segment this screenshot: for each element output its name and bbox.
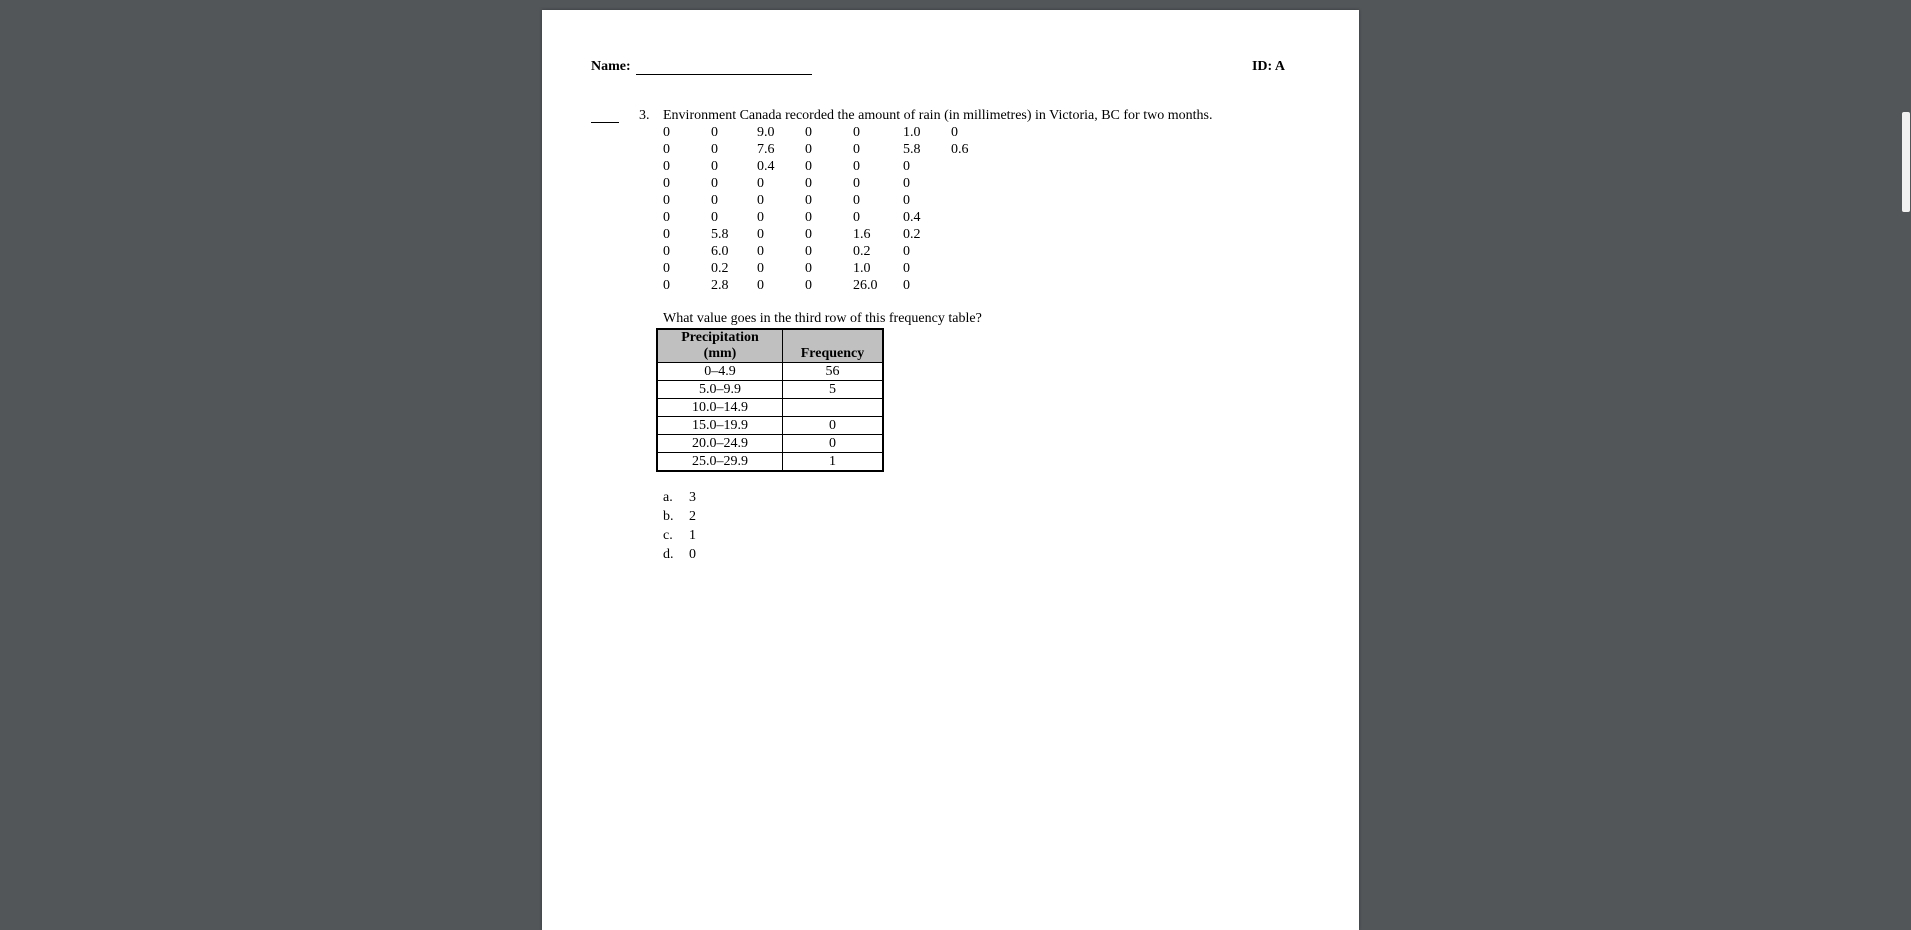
data-cell: 0 bbox=[757, 193, 764, 208]
answer-blank-line bbox=[591, 122, 619, 123]
data-cell: 0 bbox=[663, 176, 670, 191]
table-header-row bbox=[657, 329, 883, 363]
scrollbar[interactable] bbox=[1900, 0, 1911, 916]
data-cell: 0 bbox=[805, 125, 812, 140]
data-cell: 0 bbox=[853, 142, 860, 157]
data-cell: 0 bbox=[903, 176, 910, 191]
data-cell: 0 bbox=[805, 227, 812, 242]
data-cell: 26.0 bbox=[853, 278, 878, 293]
option-letter: a. bbox=[663, 490, 673, 505]
data-cell: 0 bbox=[757, 176, 764, 191]
data-cell: 0 bbox=[663, 159, 670, 174]
data-cell: 0 bbox=[663, 227, 670, 242]
data-cell: 9.0 bbox=[757, 125, 775, 140]
data-cell: 0 bbox=[853, 159, 860, 174]
option-value: 1 bbox=[689, 528, 696, 543]
frequency-cell: 0 bbox=[783, 417, 884, 435]
question-prompt: What value goes in the third row of this frequency table? bbox=[663, 311, 982, 326]
data-cell: 6.0 bbox=[711, 244, 729, 259]
table-row bbox=[657, 363, 883, 381]
data-cell: 0 bbox=[853, 176, 860, 191]
range-cell: 5.0–9.9 bbox=[657, 381, 783, 399]
frequency-table bbox=[656, 328, 884, 472]
data-cell: 0 bbox=[711, 159, 718, 174]
option-letter: d. bbox=[663, 547, 674, 562]
answer-option bbox=[663, 547, 696, 566]
data-cell: 0.4 bbox=[757, 159, 775, 174]
data-cell: 0 bbox=[711, 125, 718, 140]
data-cell: 0 bbox=[951, 125, 958, 140]
data-cell: 5.8 bbox=[711, 227, 729, 242]
data-cell: 0 bbox=[757, 210, 764, 225]
data-cell: 0 bbox=[711, 210, 718, 225]
answer-options bbox=[663, 490, 696, 566]
data-cell: 0 bbox=[805, 278, 812, 293]
name-blank-line bbox=[636, 60, 812, 75]
data-cell: 0.2 bbox=[853, 244, 871, 259]
frequency-cell: 5 bbox=[783, 381, 884, 399]
data-cell: 0 bbox=[903, 244, 910, 259]
range-cell: 0–4.9 bbox=[657, 363, 783, 381]
precipitation-header bbox=[657, 329, 783, 363]
frequency-cell: 56 bbox=[783, 363, 884, 381]
data-cell: 0 bbox=[711, 193, 718, 208]
data-cell: 0 bbox=[805, 176, 812, 191]
data-cell: 1.0 bbox=[853, 261, 871, 276]
data-cell: 1.0 bbox=[903, 125, 921, 140]
data-cell: 0 bbox=[757, 244, 764, 259]
frequency-cell: 1 bbox=[783, 453, 884, 472]
data-cell: 0 bbox=[853, 125, 860, 140]
data-cell: 0 bbox=[663, 125, 670, 140]
table-row bbox=[657, 435, 883, 453]
data-cell: 0 bbox=[663, 244, 670, 259]
answer-option bbox=[663, 509, 696, 528]
data-cell: 0 bbox=[757, 261, 764, 276]
range-cell: 20.0–24.9 bbox=[657, 435, 783, 453]
frequency-cell bbox=[783, 399, 884, 417]
data-cell: 0 bbox=[663, 193, 670, 208]
data-cell: 0 bbox=[805, 210, 812, 225]
data-cell: 0.2 bbox=[903, 227, 921, 242]
data-cell: 0 bbox=[903, 193, 910, 208]
data-cell: 0 bbox=[805, 142, 812, 157]
table-row bbox=[657, 417, 883, 435]
name-field bbox=[591, 59, 812, 75]
name-label: Name: bbox=[591, 59, 631, 74]
range-cell: 15.0–19.9 bbox=[657, 417, 783, 435]
data-cell: 0 bbox=[853, 210, 860, 225]
frequency-cell: 0 bbox=[783, 435, 884, 453]
data-cell: 0 bbox=[853, 193, 860, 208]
data-cell: 0 bbox=[663, 278, 670, 293]
data-cell: 0 bbox=[711, 142, 718, 157]
option-value: 3 bbox=[689, 490, 696, 505]
data-cell: 0 bbox=[757, 227, 764, 242]
data-cell: 0.2 bbox=[711, 261, 729, 276]
table-row bbox=[657, 381, 883, 399]
scrollbar-thumb[interactable] bbox=[1902, 112, 1910, 212]
data-cell: 5.8 bbox=[903, 142, 921, 157]
data-cell: 0.6 bbox=[951, 142, 969, 157]
option-value: 2 bbox=[689, 509, 696, 524]
data-cell: 2.8 bbox=[711, 278, 729, 293]
data-cell: 0 bbox=[903, 278, 910, 293]
data-cell: 7.6 bbox=[757, 142, 775, 157]
data-cell: 1.6 bbox=[853, 227, 871, 242]
data-cell: 0 bbox=[663, 210, 670, 225]
data-cell: 0 bbox=[903, 261, 910, 276]
id-label: ID: A bbox=[1251, 59, 1285, 74]
range-cell: 25.0–29.9 bbox=[657, 453, 783, 472]
data-cell: 0 bbox=[903, 159, 910, 174]
data-cell: 0 bbox=[663, 142, 670, 157]
option-letter: b. bbox=[663, 509, 674, 524]
range-cell: 10.0–14.9 bbox=[657, 399, 783, 417]
data-cell: 0 bbox=[711, 176, 718, 191]
question-text: Environment Canada recorded the amount of rain (in millimetres) in Victoria, BC for two months. bbox=[663, 108, 1213, 123]
table-row bbox=[657, 399, 883, 417]
frequency-header: Frequency bbox=[783, 329, 884, 363]
answer-option bbox=[663, 490, 696, 509]
data-cell: 0 bbox=[805, 159, 812, 174]
data-cell: 0 bbox=[805, 261, 812, 276]
precipitation-header-label: Precipitation (mm) bbox=[681, 330, 759, 361]
question-number: 3. bbox=[639, 108, 650, 123]
pdf-page bbox=[542, 10, 1359, 930]
data-cell: 0 bbox=[805, 193, 812, 208]
answer-option bbox=[663, 528, 696, 547]
table-row bbox=[657, 453, 883, 472]
data-cell: 0 bbox=[757, 278, 764, 293]
option-letter: c. bbox=[663, 528, 673, 543]
option-value: 0 bbox=[689, 547, 696, 562]
data-cell: 0 bbox=[663, 261, 670, 276]
data-cell: 0 bbox=[805, 244, 812, 259]
data-cell: 0.4 bbox=[903, 210, 921, 225]
